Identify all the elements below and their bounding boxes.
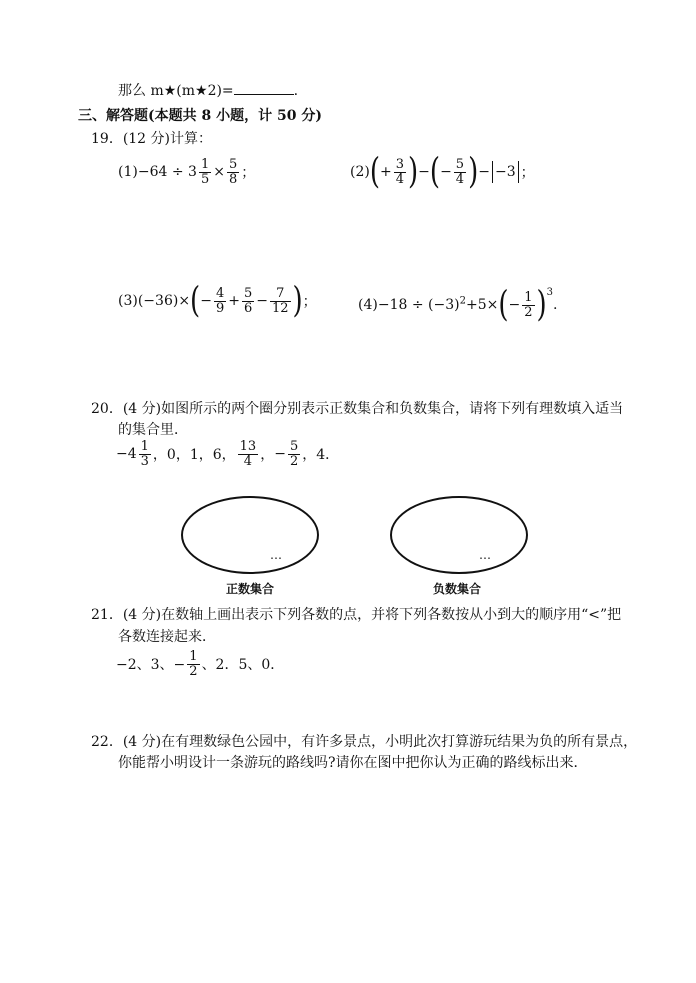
positive-set-ellipse[interactable] xyxy=(181,496,319,574)
expr-term: +5× xyxy=(465,297,499,313)
part-label: (2) xyxy=(350,164,370,181)
paren: ) xyxy=(408,151,419,193)
fraction: $\frac{1}{2}$ xyxy=(189,649,198,679)
number-list-text: −2、3、− xyxy=(116,657,186,674)
paren: ( xyxy=(498,284,509,326)
expr-term: (−36)× xyxy=(137,293,191,310)
operator: − xyxy=(508,297,521,313)
fraction: $\frac{5}{4}$ xyxy=(455,157,465,187)
q20-number-list xyxy=(116,440,339,468)
q19-part4 xyxy=(358,284,558,326)
section-title: 三、解答题(本题共 8 小题，计 50 分) xyxy=(78,108,322,124)
fraction: $\frac{5}{6}$ xyxy=(243,286,253,316)
positive-set-label: 正数集合 xyxy=(226,582,275,596)
abs-bar xyxy=(492,161,493,183)
punctuation: . xyxy=(553,297,558,313)
paren: ) xyxy=(468,151,479,193)
fraction: $\frac{1}{2}$ xyxy=(524,289,533,320)
expr-term: −64 ÷ 3 xyxy=(137,164,197,181)
ellipsis: … xyxy=(270,548,281,562)
abs-bar xyxy=(518,161,519,183)
fraction: $\frac{1}{3}$ xyxy=(140,439,149,469)
exponent: 3 xyxy=(546,287,554,298)
paren: ) xyxy=(292,280,303,322)
q22-line1: 22．(4 分)在有理数绿色公园中，有许多景点，小明此次打算游玩结果为负的所有景点， xyxy=(91,734,638,750)
number: −4 xyxy=(116,446,137,463)
q20-line2: 的集合里． xyxy=(118,422,188,438)
fraction: $\frac{1}{5}$ xyxy=(200,157,210,187)
punctuation: ； xyxy=(520,165,535,182)
operator: − xyxy=(200,293,212,310)
q19-title: 19．(12 分)计算： xyxy=(91,131,213,147)
operator: + xyxy=(380,164,392,181)
exponent: 2 xyxy=(459,295,466,307)
part-label: (4) xyxy=(358,297,378,313)
operator: × xyxy=(213,164,225,181)
expr-term: −18 ÷ (−3) xyxy=(377,297,460,313)
header-suffix: . xyxy=(293,83,299,99)
header-line xyxy=(118,80,298,100)
q20-line1: 20．(4 分)如图所示的两个圈分别表示正数集合和负数集合，请将下列有理数填入适当 xyxy=(91,401,624,417)
paren: ( xyxy=(429,151,441,193)
fraction: $\frac{13}{4}$ xyxy=(239,439,257,469)
q21-line2: 各数连接起来． xyxy=(118,629,216,645)
fraction: $\frac{3}{4}$ xyxy=(395,157,405,187)
part-label: (3) xyxy=(118,293,138,310)
expr-term: −3 xyxy=(494,164,516,181)
fraction: $\frac{4}{9}$ xyxy=(215,286,225,316)
fraction: $\frac{5}{2}$ xyxy=(289,439,299,469)
q21-number-list xyxy=(116,650,284,678)
ellipsis: … xyxy=(479,548,490,562)
negative-set-label: 负数集合 xyxy=(433,582,482,596)
punctuation: ； xyxy=(241,165,256,182)
fraction: $\frac{7}{12}$ xyxy=(271,286,289,316)
number-list-text: ，4． xyxy=(302,447,340,464)
q21-line1: 21．(4 分)在数轴上画出表示下列各数的点，并将下列各数按从小到大的顺序用“<”把 xyxy=(91,607,622,623)
q19-part2 xyxy=(350,151,535,193)
number-list-text: ，0，1，6， xyxy=(152,447,236,464)
q19-part3 xyxy=(118,280,317,322)
operator: − xyxy=(274,446,286,463)
paren: ( xyxy=(190,280,201,322)
punctuation: ； xyxy=(302,294,317,311)
fraction: $\frac{5}{8}$ xyxy=(228,157,238,187)
q22-line2: 你能帮小明设计一条游玩的路线吗?请你在图中把你认为正确的路线标出来． xyxy=(118,755,588,771)
q19-part1 xyxy=(118,158,255,186)
operator: − xyxy=(418,164,430,181)
separator: ， xyxy=(260,447,275,464)
answer-blank[interactable] xyxy=(234,82,294,95)
header-prefix: 那么 m★(m★2)= xyxy=(118,83,234,99)
operator: − xyxy=(256,293,268,310)
operator: + xyxy=(228,293,240,310)
number-list-text: 、2．5、0． xyxy=(201,657,285,674)
paren: ( xyxy=(369,151,380,193)
paren: ) xyxy=(536,284,547,326)
negative-set-ellipse[interactable] xyxy=(390,496,528,574)
part-label: (1) xyxy=(118,164,138,181)
operator: − xyxy=(478,164,490,181)
operator: − xyxy=(440,164,452,181)
